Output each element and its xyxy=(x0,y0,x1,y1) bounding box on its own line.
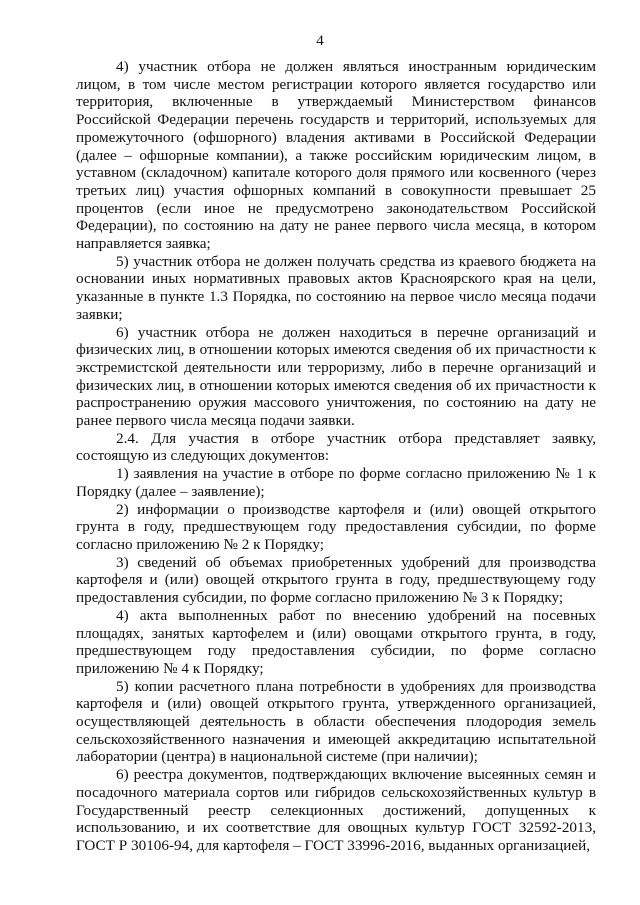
page-number: 4 xyxy=(316,33,324,49)
paragraph-section-2-4: 2.4. Для участия в отборе участник отбора представляет заявку, состоящую из следующих документов: xyxy=(76,429,596,465)
paragraph-doc-4-work-act: 4) акта выполненных работ по внесению удобрений на посевных площадях, занятых картофелем и (или) овощами открытого грунта, в году, предшествующем году предоставления субсидии, по форме согласно приложению № 4 к Порядку; xyxy=(76,606,596,677)
document-body xyxy=(76,58,596,855)
paragraph-doc-5-plan-copy: 5) копии расчетного плана потребности в удобрениях для производства картофеля и (или) овощей открытого грунта, утвержденного организацией, осуществляющей деятельность в области обеспечения плодородия земель сельскохозяйственного назначения и имеющей аккредитацию испытательной лаборатории (центра) в национальной системе (при наличии); xyxy=(76,677,596,766)
paragraph-doc-3-fertilizer-info: 3) сведений об объемах приобретенных удобрений для производства картофеля и (или) овощей открытого грунта в году, предшествующему году предоставления субсидии, по форме согласно приложению № 3 к Порядку; xyxy=(76,553,596,607)
paragraph-doc-2-production-info: 2) информации о производстве картофеля и (или) овощей открытого грунта в году, предшествующем году предоставления субсидии, по форме согласно приложению № 2 к Порядку; xyxy=(76,500,596,553)
paragraph-item-4-offshore: 4) участник отбора не должен являться иностранным юридическим лицом, в том числе местом регистрации которого является государство или территория, включенные в утверждаемый Министерством финансов Российской Федерации перечень государств и территорий, используемых для промежуточного (офшорного) владения активами в Российской Федерации (далее – офшорные компании), а также российским юридическим лицом, в уставном (складочном) капитале которого доля прямого или косвенного (через третьих лиц) участия офшорных компаний в совокупности превышает 25 процентов (если иное не предусмотрено законодательством Российской Федерации), по состоянию на дату не ранее первого числа месяца, в котором направляется заявка; xyxy=(76,58,596,253)
paragraph-item-5-regional-budget: 5) участник отбора не должен получать средства из краевого бюджета на основании иных нормативных правовых актов Красноярского края на цели, указанные в пункте 1.3 Порядка, по состоянию на первое число месяца подачи заявки; xyxy=(76,252,596,323)
paragraph-item-6-extremism-list: 6) участник отбора не должен находиться в перечне организаций и физических лиц, в отношении которых имеются сведения об их причастности к экстремистской деятельности или терроризму, либо в перечне организаций и физических лиц, в отношении которых имеются сведения об их причастности к распространению оружия массового уничтожения, по состоянию на дату не ранее первого числа месяца подачи заявки. xyxy=(76,323,596,430)
paragraph-doc-6-seed-registry: 6) реестра документов, подтверждающих включение высеянных семян и посадочного материала сортов или гибридов сельскохозяйственных культур в Государственный реестр селекционных достижений, допущенных к использованию, и их соответствие для овощных культур ГОСТ 32592-2013, ГОСТ Р 30106-94, для картофеля – ГОСТ 33996-2016, выданных организацией, xyxy=(76,766,596,854)
paragraph-doc-1-application: 1) заявления на участие в отборе по форме согласно приложению № 1 к Порядку (далее – заявление); xyxy=(76,465,596,500)
